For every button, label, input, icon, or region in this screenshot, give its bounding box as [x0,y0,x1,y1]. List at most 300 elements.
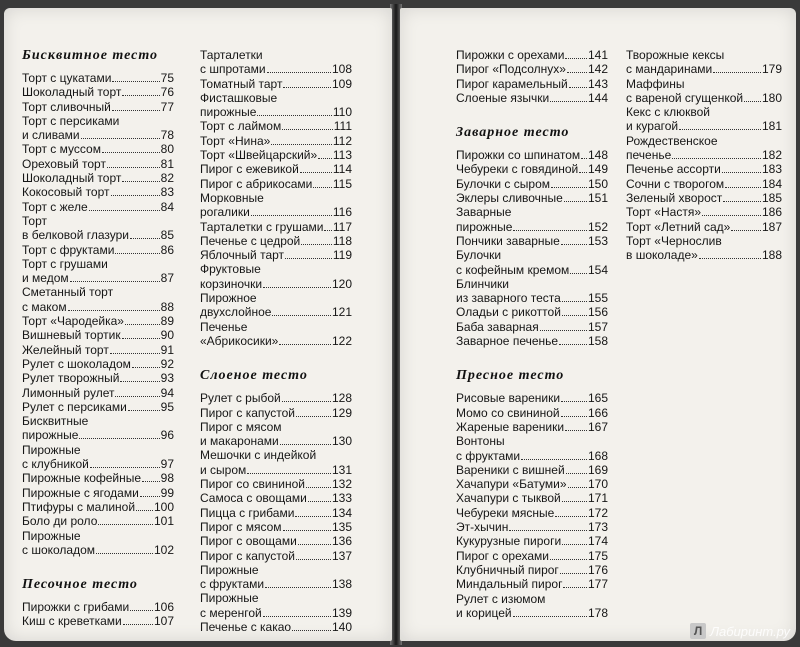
dot-leader [282,401,331,402]
toc-entry [456,62,608,76]
toc-page-number: 91 [160,342,174,357]
toc-entry-title-line: Печенье с какао [200,619,292,634]
dot-leader [283,87,331,88]
toc-entry [456,391,608,405]
toc-entry [200,77,352,91]
toc-entry [22,414,174,443]
toc-page-number: 117 [332,219,352,234]
toc-page-number: 170 [587,477,608,492]
dot-leader [313,187,332,188]
toc-entry-title-line: с вареной сгущенкой [626,90,744,105]
toc-entry-row [456,77,608,91]
toc-entry-row [22,185,174,199]
dot-leader [513,230,587,231]
toc-page-number: 157 [587,319,608,334]
toc-page-number: 109 [331,76,352,91]
toc-entry-row [200,248,352,262]
toc-entry-title-line: Пирог с капустой [200,548,296,563]
toc-entry-title-line: Торт «Чародейка» [22,314,124,329]
toc-entry [200,320,352,349]
toc-entry-row [456,477,608,491]
toc-entry-row [626,62,782,76]
toc-entry-title-line: Жареные вареники [456,419,565,434]
toc-entry [456,148,608,162]
dot-leader [731,230,761,231]
toc-entry-row [200,577,352,591]
toc-entry [200,148,352,162]
toc-entry [200,191,352,220]
toc-entry-row [456,162,608,176]
toc-entry-title-line: Рулет с шоколадом [22,356,131,371]
dot-leader [567,72,587,73]
toc-entry-title-line: Морковные [200,190,264,205]
toc-entry-row [22,486,174,500]
toc-page-number: 185 [761,190,782,205]
toc-entry-title-line: Торт «Швейцарский» [200,148,318,163]
dot-leader [142,481,160,482]
dot-leader [561,416,587,417]
toc-entry-title-line: с фруктами [456,448,521,463]
toc-entry-title-line: Слоеные язычки [456,90,550,105]
toc-page-number: 153 [587,233,608,248]
section-gap [200,348,352,368]
toc-entry [22,471,174,485]
toc-entry [22,386,174,400]
toc-entry [22,257,174,286]
toc-entry-title-line: Ореховый торт [22,156,106,171]
toc-entry-title-line: Самоса с овощами [200,491,307,506]
toc-column [456,48,608,620]
toc-entry-title-line: Фисташковые [200,90,278,105]
toc-entry [200,248,352,262]
toc-page-number: 149 [587,162,608,177]
toc-entry-row [456,62,608,76]
toc-page-number: 76 [160,85,174,100]
toc-entry-title-line: Печенье ассорти [626,162,721,177]
toc-entry-title-line: Тарталетки [200,48,263,62]
toc-entry [22,486,174,500]
dot-leader [581,158,587,159]
toc-entry [22,600,174,614]
toc-entry-title-line: Пирожные [22,442,81,457]
toc-entry-title-line: Шоколадный торт [22,85,122,100]
toc-page-number: 180 [761,90,782,105]
dot-leader [265,587,331,588]
toc-page-number: 84 [160,199,174,214]
toc-entry [456,463,608,477]
toc-entry-row [456,534,608,548]
toc-entry-title-line: пирожные [22,428,79,443]
toc-entry-title-line: печенье [626,148,672,163]
toc-entry-title-line: Пирожки с орехами [456,48,565,62]
toc-entry [22,214,174,243]
dot-leader [70,281,160,282]
right-page [400,8,796,641]
dot-leader [570,273,587,274]
toc-entry-row [200,520,352,534]
toc-page-number: 177 [587,577,608,592]
toc-entry-title-line: Булочки с сыром [456,176,550,191]
toc-entry-row [456,91,608,105]
toc-entry [456,434,608,463]
toc-entry-row [200,277,352,291]
toc-entry-row [22,171,174,185]
toc-entry-title-line: Печенье с цедрой [200,233,301,248]
dot-leader [125,324,160,325]
toc-entry-title-line: Вонтоны [456,434,505,449]
toc-entry-row [200,463,352,477]
toc-entry-title-line: Рисовые вареники [456,391,561,406]
toc-entry-row [456,334,608,348]
toc-page-number: 88 [160,299,174,314]
toc-entry-title-line: из заварного теста [456,291,561,306]
toc-entry [22,200,174,214]
dot-leader [251,215,332,216]
dot-leader [318,158,332,159]
toc-entry-title-line: Фруктовые [200,262,261,277]
toc-page-number: 141 [587,48,608,62]
dot-leader [130,610,153,611]
toc-entry-title-line: и макаронами [200,434,279,449]
toc-entry-row [22,85,174,99]
toc-entry [200,534,352,548]
toc-entry-row [200,162,352,176]
toc-entry-row [456,420,608,434]
toc-page-number: 179 [761,62,782,77]
toc-entry [22,343,174,357]
toc-entry-title-line: Печенье [200,319,248,334]
toc-entry-title-line: Сметанный торт [22,285,114,300]
toc-entry-row [22,614,174,628]
toc-page-number: 100 [153,499,174,514]
toc-entry-title-line: Торт с желе [22,199,88,214]
dot-leader [561,401,587,402]
toc-page-number: 156 [587,305,608,320]
toc-entry-title-line: Пирожные кофейные [22,471,142,486]
toc-entry [626,77,782,106]
toc-page-number: 89 [160,314,174,329]
toc-entry-title-line: Пирог с овощами [200,534,297,549]
dot-leader [282,129,333,130]
toc-entry-row [626,91,782,105]
dot-leader [115,396,159,397]
toc-page-number: 135 [331,519,352,534]
toc-entry-title-line: Пирог «Подсолнух» [456,62,566,77]
toc-page-number: 90 [160,328,174,343]
dot-leader [301,244,332,245]
toc-page-number: 187 [761,219,782,234]
toc-entry-row [22,471,174,485]
toc-entry-title-line: и корицей [456,605,512,620]
toc-page-number: 128 [331,391,352,406]
toc-entry [456,506,608,520]
toc-entry [22,443,174,472]
toc-page-number: 188 [761,248,782,263]
toc-entry-title-line: Торт с лаймом [200,119,282,134]
dot-leader [579,172,587,173]
toc-page-number: 111 [333,119,352,134]
dot-leader [562,501,587,502]
toc-page-number: 168 [587,448,608,463]
toc-entry [456,234,608,248]
toc-page-number: 97 [160,457,174,472]
toc-entry [200,177,352,191]
toc-entry-title-line: Клубничный пирог [456,562,559,577]
toc-entry-title-line: Шоколадный торт [22,171,122,186]
toc-entry-title-line: Торт «Летний сад» [626,219,731,234]
dot-leader [122,181,159,182]
toc-entry-row [22,128,174,142]
dot-leader [562,315,587,316]
labirint-logo-icon: Л [690,623,706,639]
toc-entry [626,205,782,219]
dot-leader [263,287,331,288]
toc-entry-title-line: в шоколаде» [626,248,698,263]
section-heading: Бисквитное тесто [22,48,159,63]
section-heading: Песочное тесто [22,577,138,593]
dot-leader [560,573,587,574]
toc-entry-title-line: Пирожные [22,528,81,543]
toc-page-number: 184 [761,176,782,191]
toc-entry-title-line: с кофейным кремом [456,262,570,277]
toc-entry-title-line: и медом [22,271,69,286]
dot-leader [130,238,160,239]
toc-entry-row [626,248,782,262]
toc-entry-title-line: и курагой [626,119,679,134]
toc-page-number: 133 [331,491,352,506]
dot-leader [559,344,587,345]
toc-entry-title-line: Торт сливочный [22,99,111,114]
toc-page-number: 171 [587,491,608,506]
dot-leader [98,524,153,525]
dot-leader [679,129,761,130]
toc-page-number: 106 [153,600,174,615]
toc-entry [22,314,174,328]
toc-entry [22,500,174,514]
toc-entry [22,85,174,99]
toc-entry-title-line: с шпротами [200,62,266,77]
toc-entry-title-line: Торт «Чернослив [626,233,722,248]
toc-page-number: 143 [587,76,608,91]
toc-entry-title-line: Мешочки с индейкой [200,448,317,463]
toc-entry-row [456,305,608,319]
toc-page-number: 134 [331,505,352,520]
toc-entry [456,520,608,534]
toc-page-number: 132 [331,477,352,492]
toc-entry-title-line: с мандаринами [626,62,713,77]
dot-leader [568,487,587,488]
toc-entry-title-line: Яблочный тарт [200,248,285,263]
toc-entry-title-line: Зеленый хворост [626,190,723,205]
toc-entry-title-line: Тарталетки с грушами [200,219,324,234]
toc-entry-title-line: Баба заварная [456,319,539,334]
dot-leader [102,152,160,153]
toc-entry-row [456,520,608,534]
toc-entry-row [200,62,352,76]
toc-entry [456,205,608,234]
dot-leader [132,367,160,368]
toc-entry-row [22,343,174,357]
dot-leader [257,115,331,116]
toc-entry-title-line: Блинчики [456,276,509,291]
toc-entry-title-line: Пирог с мясом [200,519,282,534]
toc-page-number: 116 [332,205,352,220]
toc-entry [626,48,782,77]
toc-entry-title-line: Пирожные [200,591,259,606]
toc-entry-title-line: Хачапури «Батуми» [456,477,567,492]
toc-entry-title-line: Чебуреки с говядиной [456,162,579,177]
toc-page-number: 169 [587,462,608,477]
toc-entry [200,262,352,291]
toc-entry-row [200,491,352,505]
toc-entry [22,400,174,414]
toc-entry-title-line: Торт с цукатами [22,71,112,85]
dot-leader [565,430,587,431]
toc-entry-row [456,191,608,205]
toc-entry [22,243,174,257]
toc-page-number: 151 [587,191,608,206]
dot-leader [540,330,587,331]
toc-page-number: 176 [587,562,608,577]
toc-entry-title-line: Лимонный рулет [22,385,115,400]
toc-entry-row [626,205,782,219]
dot-leader [283,530,331,531]
toc-entry-row [200,305,352,319]
toc-entry-title-line: Эклеры сливочные [456,191,563,206]
toc-entry-title-line: с шоколадом [22,542,96,557]
toc-entry-title-line: Пирог с орехами [456,548,549,563]
toc-entry-row [456,549,608,563]
dot-leader [563,587,586,588]
toc-entry [22,157,174,171]
toc-entry [626,134,782,163]
toc-entry-title-line: двухслойное [200,305,272,320]
toc-entry-title-line: Торт с грушами [22,256,108,271]
dot-leader [723,201,761,202]
toc-entry-title-line: пирожные [456,219,513,234]
toc-entry [200,48,352,77]
toc-entry-title-line: Оладьи с рикоттой [456,305,561,320]
toc-entry-title-line: Пирог с абрикосами [200,176,313,191]
section-gap [456,348,608,368]
toc-entry-row [626,119,782,133]
toc-entry-row [200,549,352,563]
toc-entry-title-line: Миндальный пирог [456,577,563,592]
dot-leader [107,167,160,168]
toc-entry-row [200,434,352,448]
toc-entry-row [200,534,352,548]
toc-entry-title-line: Пончики заварные [456,233,560,248]
toc-entry-row [456,391,608,405]
toc-page-number: 167 [587,419,608,434]
toc-page-number: 148 [587,148,608,163]
toc-page-number: 101 [153,514,174,529]
toc-entry-row [200,205,352,219]
toc-entry-row [456,177,608,191]
dot-leader [725,187,761,188]
toc-entry [456,162,608,176]
toc-entry [200,406,352,420]
toc-page-number: 108 [331,62,352,77]
dot-leader [550,101,587,102]
toc-entry-title-line: Момо со свининой [456,405,560,420]
toc-entry-title-line: Птифуры с малиной [22,499,136,514]
toc-page-number: 172 [587,505,608,520]
toc-page-number: 158 [587,334,608,349]
toc-entry-row [456,320,608,334]
toc-page-number: 114 [332,162,352,177]
toc-entry-row [200,105,352,119]
dot-leader [285,258,332,259]
toc-page-number: 81 [160,156,174,171]
dot-leader [722,172,761,173]
toc-page-number: 121 [331,305,352,320]
toc-entry-row [456,449,608,463]
toc-entry [22,71,174,85]
toc-page-number: 144 [587,90,608,105]
toc-page-number: 165 [587,391,608,406]
dot-leader [89,210,160,211]
toc-entry [456,406,608,420]
toc-entry [626,220,782,234]
toc-entry [456,549,608,563]
toc-entry-row [200,77,352,91]
toc-page-number: 183 [761,162,782,177]
toc-entry-row [200,177,352,191]
toc-entry-title-line: Кокосовый торт [22,185,110,200]
dot-leader [699,258,761,259]
toc-entry-row [22,314,174,328]
dot-leader [565,58,587,59]
toc-page-number: 95 [160,399,174,414]
dot-leader [123,624,153,625]
toc-page-number: 130 [331,434,352,449]
toc-entry [456,491,608,505]
toc-entry-row [626,177,782,191]
toc-page-number: 110 [332,105,352,120]
toc-entry-title-line: Киш с креветками [22,614,122,629]
toc-entry-row [456,263,608,277]
toc-entry [200,134,352,148]
toc-page-number: 98 [160,471,174,486]
toc-entry-title-line: Томатный тарт [200,76,283,91]
toc-page-number: 75 [160,71,174,85]
toc-entry [200,620,352,634]
toc-entry [456,334,608,348]
toc-entry-title-line: Эт-хычин [456,520,509,535]
dot-leader [562,544,587,545]
toc-entry [456,592,608,621]
toc-entry-title-line: Бисквитные [22,414,89,429]
toc-page-number: 120 [331,276,352,291]
toc-entry-title-line: Творожные кексы [626,48,725,62]
dot-leader [569,87,587,88]
dot-leader [79,438,159,439]
dot-leader [279,344,331,345]
toc-entry-row [626,220,782,234]
dot-leader [672,158,761,159]
dot-leader [112,110,160,111]
toc-page-number: 96 [160,428,174,443]
toc-entry-title-line: Пицца с грибами [200,505,295,520]
toc-entry-row [456,491,608,505]
toc-entry-title-line: Рождественское [626,133,718,148]
dot-leader [110,353,160,354]
toc-entry [22,100,174,114]
toc-entry-title-line: и сливами [22,128,80,143]
toc-entry-title-line: Сочни с творогом [626,176,725,191]
toc-entry [200,220,352,234]
